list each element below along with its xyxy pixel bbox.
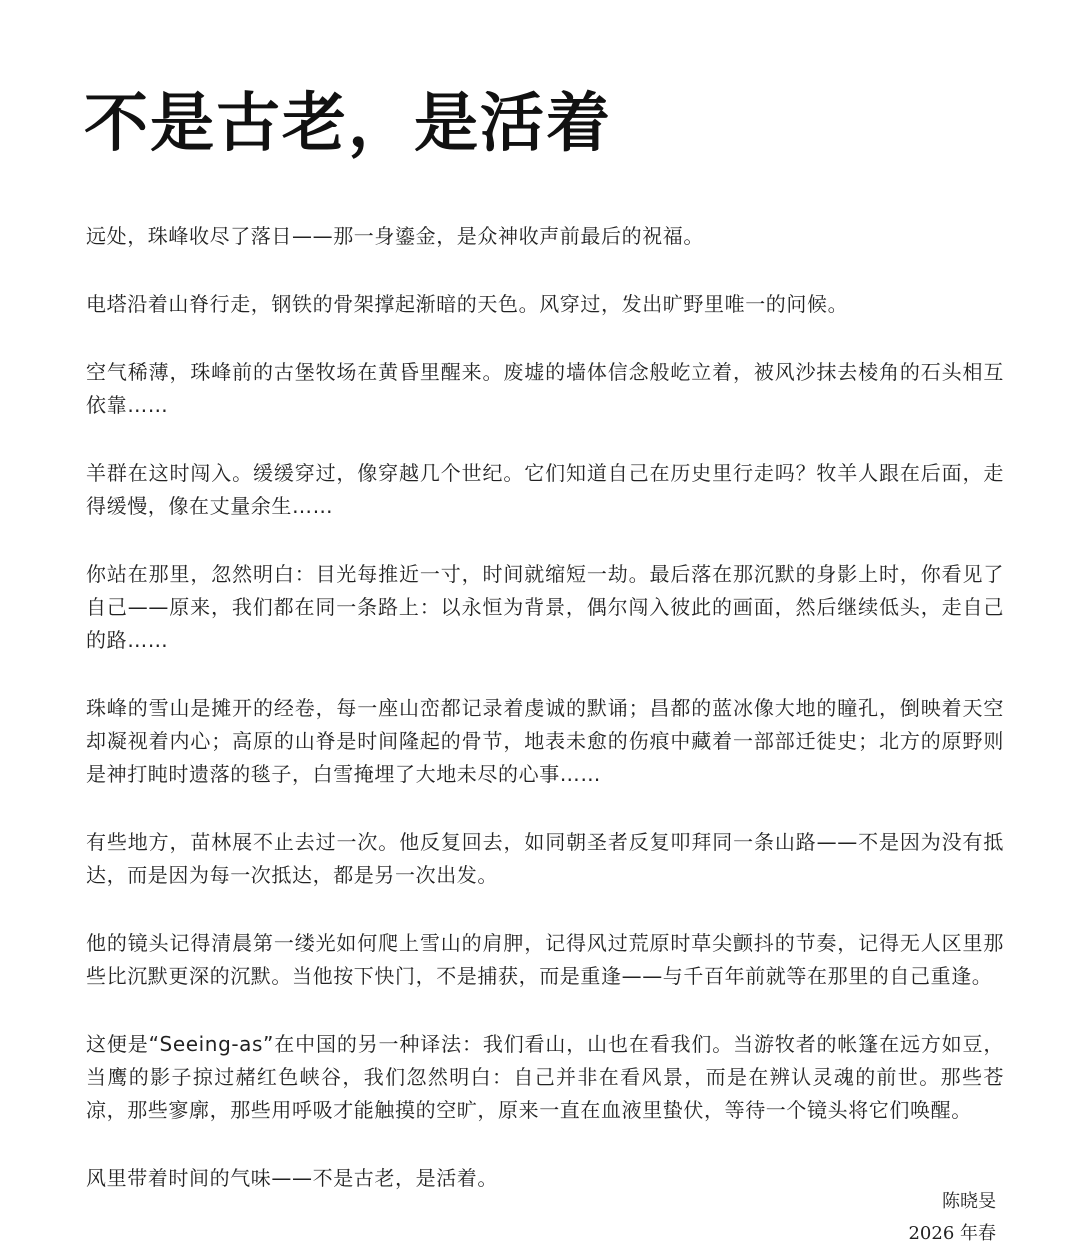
paragraph: 电塔沿着山脊行走，钢铁的骨架撑起渐暗的天色。风穿过，发出旷野里唯一的问候。	[86, 292, 849, 316]
paragraph: 空气稀薄，珠峰前的古堡牧场在黄昏里醒来。废墟的墙体信念般屹立着，被风沙抹去棱角的石头相互依靠……	[86, 360, 1004, 417]
paragraph: 羊群在这时闯入。缓缓穿过，像穿越几个世纪。它们知道自己在历史里行走吗？牧羊人跟在后面，走得缓慢，像在丈量余生……	[86, 461, 1004, 518]
paragraph: 他的镜头记得清晨第一缕光如何爬上雪山的肩胛，记得风过荒原时草尖颤抖的节奏，记得无人区里那些比沉默更深的沉默。当他按下快门，不是捕获，而是重逢——与千百年前就等在那里的自己重逢。	[86, 931, 1004, 988]
paragraph: 远处，珠峰收尽了落日——那一身鎏金，是众神收声前最后的祝福。	[86, 224, 704, 248]
paragraph: 有些地方，苗林展不止去过一次。他反复回去，如同朝圣者反复叩拜同一条山路——不是因为没有抵达，而是因为每一次抵达，都是另一次出发。	[86, 830, 1004, 887]
paragraph: 这便是“Seeing-as”在中国的另一种译法：我们看山，山也在看我们。当游牧者的帐篷在远方如豆，当鹰的影子掠过赭红色峡谷，我们忽然明白：自己并非在看风景，而是在辨认灵魂的前世。那些苍凉，那些寥廓，那些用呼吸才能触摸的空旷，原来一直在血液里蛰伏，等待一个镜头将它们唤醒。	[86, 1032, 1004, 1122]
author-name: 陈晓旻	[942, 1191, 996, 1212]
publish-date: 2026 年春	[908, 1223, 996, 1244]
paragraph: 珠峰的雪山是摊开的经卷，每一座山峦都记录着虔诚的默诵；昌都的蓝冰像大地的瞳孔，倒映着天空却凝视着内心；高原的山脊是时间隆起的骨节，地表未愈的伤痕中藏着一部部迁徙史；北方的原野则是神打盹时遗落的毯子，白雪掩埋了大地未尽的心事……	[86, 696, 1004, 786]
article-title: 不是古老，是活着	[84, 86, 612, 161]
article-body	[86, 220, 1004, 1230]
paragraph: 风里带着时间的气味——不是古老，是活着。	[86, 1166, 498, 1190]
signature-block	[908, 1186, 996, 1250]
paragraph: 你站在那里，忽然明白：目光每推近一寸，时间就缩短一劫。最后落在那沉默的身影上时，你看见了自己——原来，我们都在同一条路上：以永恒为背景，偶尔闯入彼此的画面，然后继续低头，走自己的路……	[86, 562, 1004, 652]
